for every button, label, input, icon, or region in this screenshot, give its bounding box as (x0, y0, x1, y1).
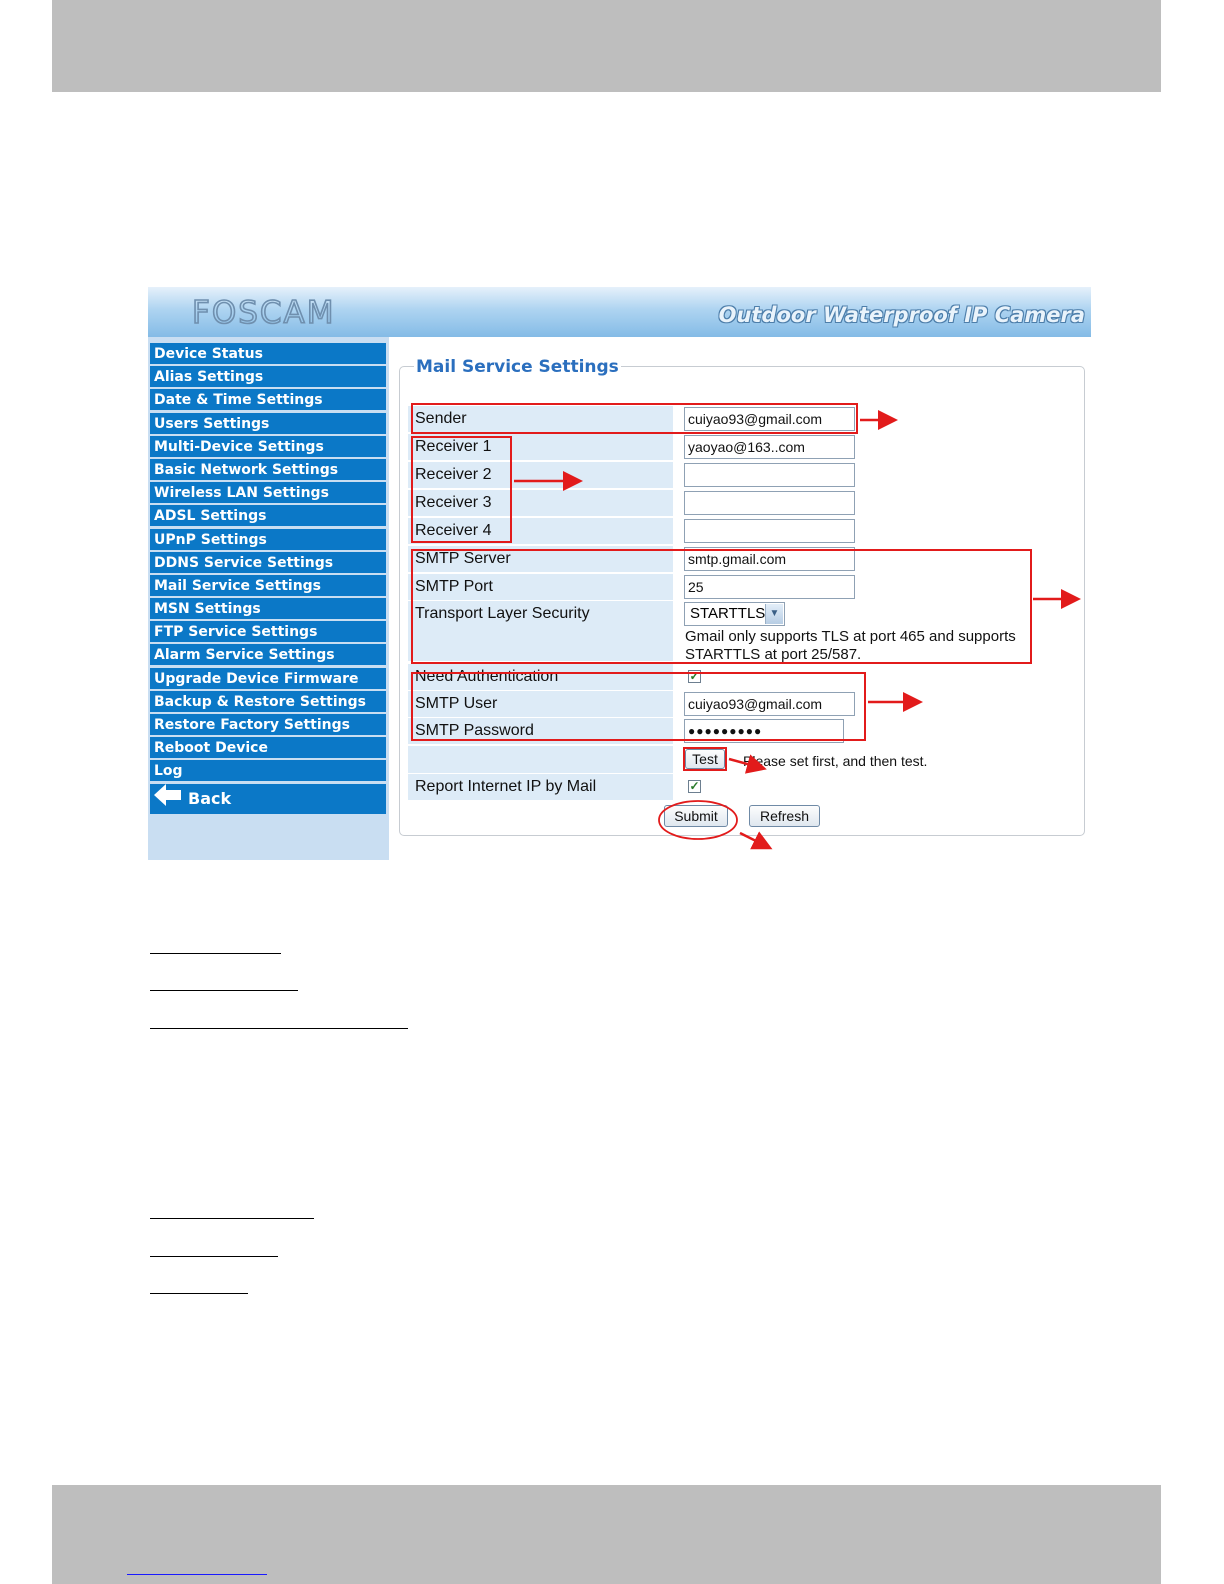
blank-line-1 (150, 953, 281, 954)
sender-input[interactable]: cuiyao93@gmail.com (684, 407, 855, 431)
sidebar-item-adsl-settings[interactable]: ADSL Settings (150, 505, 386, 526)
sidebar-item-restore-factory-settings[interactable]: Restore Factory Settings (150, 714, 386, 735)
tls-note-line2: STARTTLS at port 25/587. (685, 646, 862, 663)
sidebar-item-ddns-service-settings[interactable]: DDNS Service Settings (150, 552, 386, 573)
smtp-password-input[interactable]: ●●●●●●●●● (684, 719, 844, 743)
sidebar-menu (150, 343, 386, 814)
report-ip-row (408, 774, 1074, 800)
sidebar-item-alarm-service-settings[interactable]: Alarm Service Settings (150, 644, 386, 665)
sidebar-item-backup-restore-settings[interactable]: Backup & Restore Settings (150, 691, 386, 712)
sidebar-item-wireless-lan-settings[interactable]: Wireless LAN Settings (150, 482, 386, 503)
receiver3-input[interactable] (684, 491, 855, 515)
receiver1-row (408, 434, 1074, 460)
page-footer-band (52, 1485, 1161, 1584)
submit-button[interactable]: Submit (664, 805, 728, 827)
test-hint: Please set first, and then test. (743, 753, 928, 769)
blank-line-3 (150, 1028, 408, 1029)
receiver2-input[interactable] (684, 463, 855, 487)
camera-web-ui-screenshot (148, 287, 1091, 866)
receiver1-input[interactable]: yaoyao@163..com (684, 435, 855, 459)
tls-label: Transport Layer Security (408, 601, 673, 661)
smtp-password-row (408, 718, 1074, 744)
sidebar-item-ftp-service-settings[interactable]: FTP Service Settings (150, 621, 386, 642)
sidebar-item-reboot-device[interactable]: Reboot Device (150, 737, 386, 758)
smtp-port-label: SMTP Port (408, 574, 673, 600)
sidebar-item-alias-settings[interactable]: Alias Settings (150, 366, 386, 387)
receiver1-label: Receiver 1 (408, 434, 673, 460)
tls-select[interactable] (684, 602, 785, 626)
receiver2-label: Receiver 2 (408, 462, 673, 488)
receiver4-label: Receiver 4 (408, 518, 673, 544)
receiver3-row (408, 490, 1074, 516)
tls-select-value: STARTTLS (690, 605, 766, 622)
sidebar-item-mail-service-settings[interactable]: Mail Service Settings (150, 575, 386, 596)
tls-note-line1: Gmail only supports TLS at port 465 and supports (685, 628, 1016, 645)
blank-line-6 (150, 1293, 248, 1294)
test-row-spacer (408, 746, 673, 773)
sender-label: Sender (408, 406, 673, 432)
page-header-band (52, 0, 1161, 92)
sender-row (408, 406, 1074, 432)
test-button[interactable]: Test (685, 749, 725, 769)
sidebar-item-upgrade-device-firmware[interactable]: Upgrade Device Firmware (150, 668, 386, 689)
smtp-server-label: SMTP Server (408, 546, 673, 572)
sidebar-item-msn-settings[interactable]: MSN Settings (150, 598, 386, 619)
panel-title: Mail Service Settings (416, 357, 619, 377)
header-banner (148, 287, 1091, 337)
back-label: Back (188, 789, 232, 809)
sidebar-item-upnp-settings[interactable]: UPnP Settings (150, 529, 386, 550)
need-auth-label: Need Authentication (408, 664, 673, 690)
smtp-port-input[interactable]: 25 (684, 575, 855, 599)
blank-line-5 (150, 1256, 278, 1257)
arrow-left-icon (154, 784, 182, 816)
smtp-password-label: SMTP Password (408, 718, 673, 744)
smtp-user-input[interactable]: cuiyao93@gmail.com (684, 692, 855, 716)
blank-line-4 (150, 1218, 314, 1219)
sidebar-item-date-time-settings[interactable]: Date & Time Settings (150, 389, 386, 410)
product-tagline: Outdoor Waterproof IP Camera (718, 303, 1085, 327)
receiver2-row (408, 462, 1074, 488)
sidebar-item-users-settings[interactable]: Users Settings (150, 413, 386, 434)
back-button[interactable] (150, 784, 386, 814)
receiver4-row (408, 518, 1074, 544)
chevron-down-icon[interactable]: ▼ (765, 604, 783, 624)
smtp-port-row (408, 574, 1074, 600)
report-ip-checkbox[interactable]: ✓ (689, 779, 700, 793)
smtp-user-row (408, 691, 1074, 717)
blank-line-2 (150, 990, 298, 991)
foscam-logo: FOSCAM (192, 295, 336, 331)
receiver3-label: Receiver 3 (408, 490, 673, 516)
sidebar-item-basic-network-settings[interactable]: Basic Network Settings (150, 459, 386, 480)
need-auth-checkbox[interactable]: ✓ (689, 669, 700, 683)
need-auth-row (408, 664, 1074, 690)
footer-link[interactable] (127, 1574, 267, 1575)
smtp-user-label: SMTP User (408, 691, 673, 717)
sidebar-item-log[interactable]: Log (150, 760, 386, 781)
refresh-button[interactable]: Refresh (749, 805, 820, 827)
smtp-server-row (408, 546, 1074, 572)
receiver4-input[interactable] (684, 519, 855, 543)
sidebar (148, 337, 389, 860)
test-row (408, 746, 1074, 773)
sidebar-item-device-status[interactable]: Device Status (150, 343, 386, 364)
sidebar-item-multi-device-settings[interactable]: Multi-Device Settings (150, 436, 386, 457)
smtp-server-input[interactable]: smtp.gmail.com (684, 547, 855, 571)
report-ip-label: Report Internet IP by Mail (408, 774, 673, 800)
